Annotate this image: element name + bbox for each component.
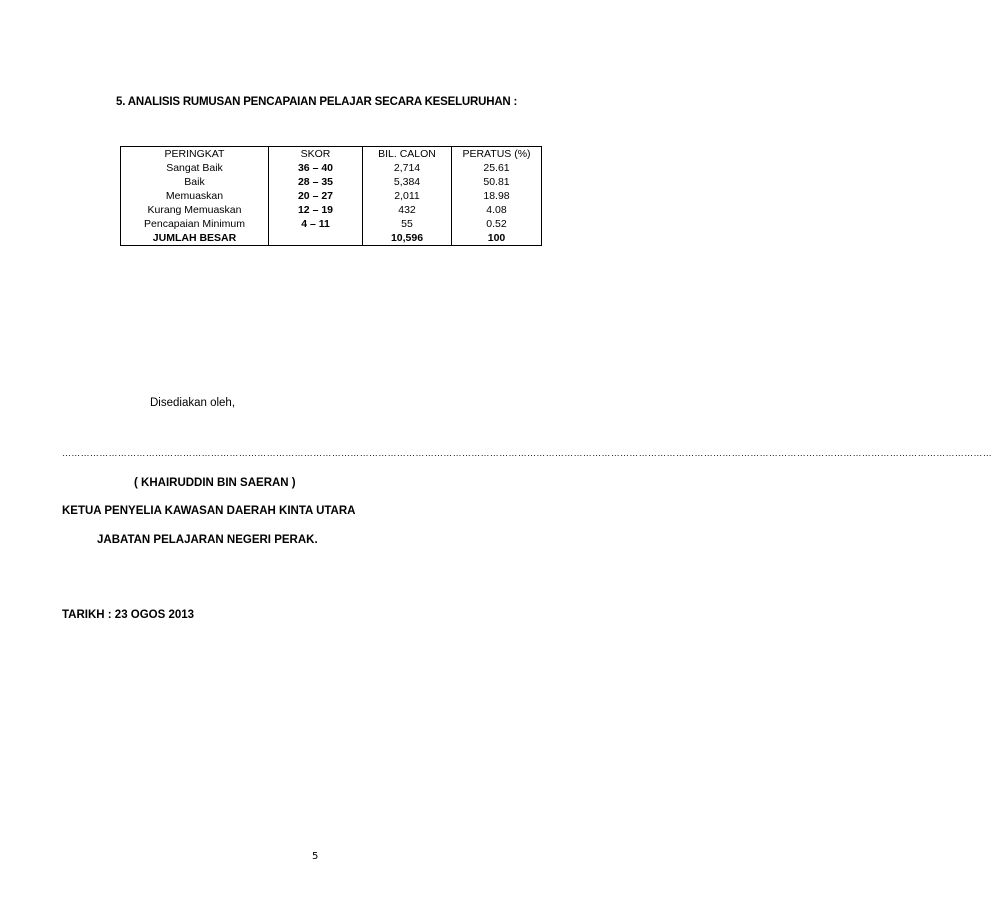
cell-peringkat: Memuaskan <box>121 189 269 203</box>
results-table <box>120 146 542 246</box>
cell-bil-calon: 55 <box>363 217 452 231</box>
cell-peratus: 0.52 <box>452 217 542 231</box>
table-row <box>121 161 542 175</box>
signatory-position: KETUA PENYELIA KAWASAN DAERAH KINTA UTARA <box>62 505 356 517</box>
cell-skor: 28 – 35 <box>269 175 363 189</box>
cell-bil-calon: 432 <box>363 203 452 217</box>
section-heading: 5. ANALISIS RUMUSAN PENCAPAIAN PELAJAR SECARA KESELURUHAN : <box>116 96 518 108</box>
header-peratus: PERATUS (%) <box>452 147 542 162</box>
cell-peratus: 4.08 <box>452 203 542 217</box>
table-header-row <box>121 147 542 162</box>
cell-peratus: 25.61 <box>452 161 542 175</box>
signature-line: ………………………………………………………………………………………………………………………………………………………………………………………………………………………………………………………………………… <box>62 448 992 458</box>
cell-peringkat: Sangat Baik <box>121 161 269 175</box>
cell-skor: 36 – 40 <box>269 161 363 175</box>
total-skor <box>269 231 363 246</box>
header-peringkat: PERINGKAT <box>121 147 269 162</box>
total-bil-calon: 10,596 <box>363 231 452 246</box>
cell-bil-calon: 2,714 <box>363 161 452 175</box>
signatory-name: ( KHAIRUDDIN BIN SAERAN ) <box>134 477 296 489</box>
total-peratus: 100 <box>452 231 542 246</box>
total-label: JUMLAH BESAR <box>121 231 269 246</box>
cell-bil-calon: 2,011 <box>363 189 452 203</box>
document-date: TARIKH : 23 OGOS 2013 <box>62 609 195 621</box>
table-row <box>121 175 542 189</box>
cell-skor: 20 – 27 <box>269 189 363 203</box>
header-skor: SKOR <box>269 147 363 162</box>
table-total-row <box>121 231 542 246</box>
cell-skor: 12 – 19 <box>269 203 363 217</box>
cell-peringkat: Pencapaian Minimum <box>121 217 269 231</box>
page-number: 5 <box>312 851 319 862</box>
header-bil-calon: BIL. CALON <box>363 147 452 162</box>
cell-peringkat: Kurang Memuaskan <box>121 203 269 217</box>
cell-bil-calon: 5,384 <box>363 175 452 189</box>
cell-skor: 4 – 11 <box>269 217 363 231</box>
table-row <box>121 217 542 231</box>
signatory-department: JABATAN PELAJARAN NEGERI PERAK. <box>97 534 318 546</box>
cell-peringkat: Baik <box>121 175 269 189</box>
prepared-by-label: Disediakan oleh, <box>150 397 236 409</box>
table-row <box>121 203 542 217</box>
cell-peratus: 50.81 <box>452 175 542 189</box>
table-row <box>121 189 542 203</box>
cell-peratus: 18.98 <box>452 189 542 203</box>
